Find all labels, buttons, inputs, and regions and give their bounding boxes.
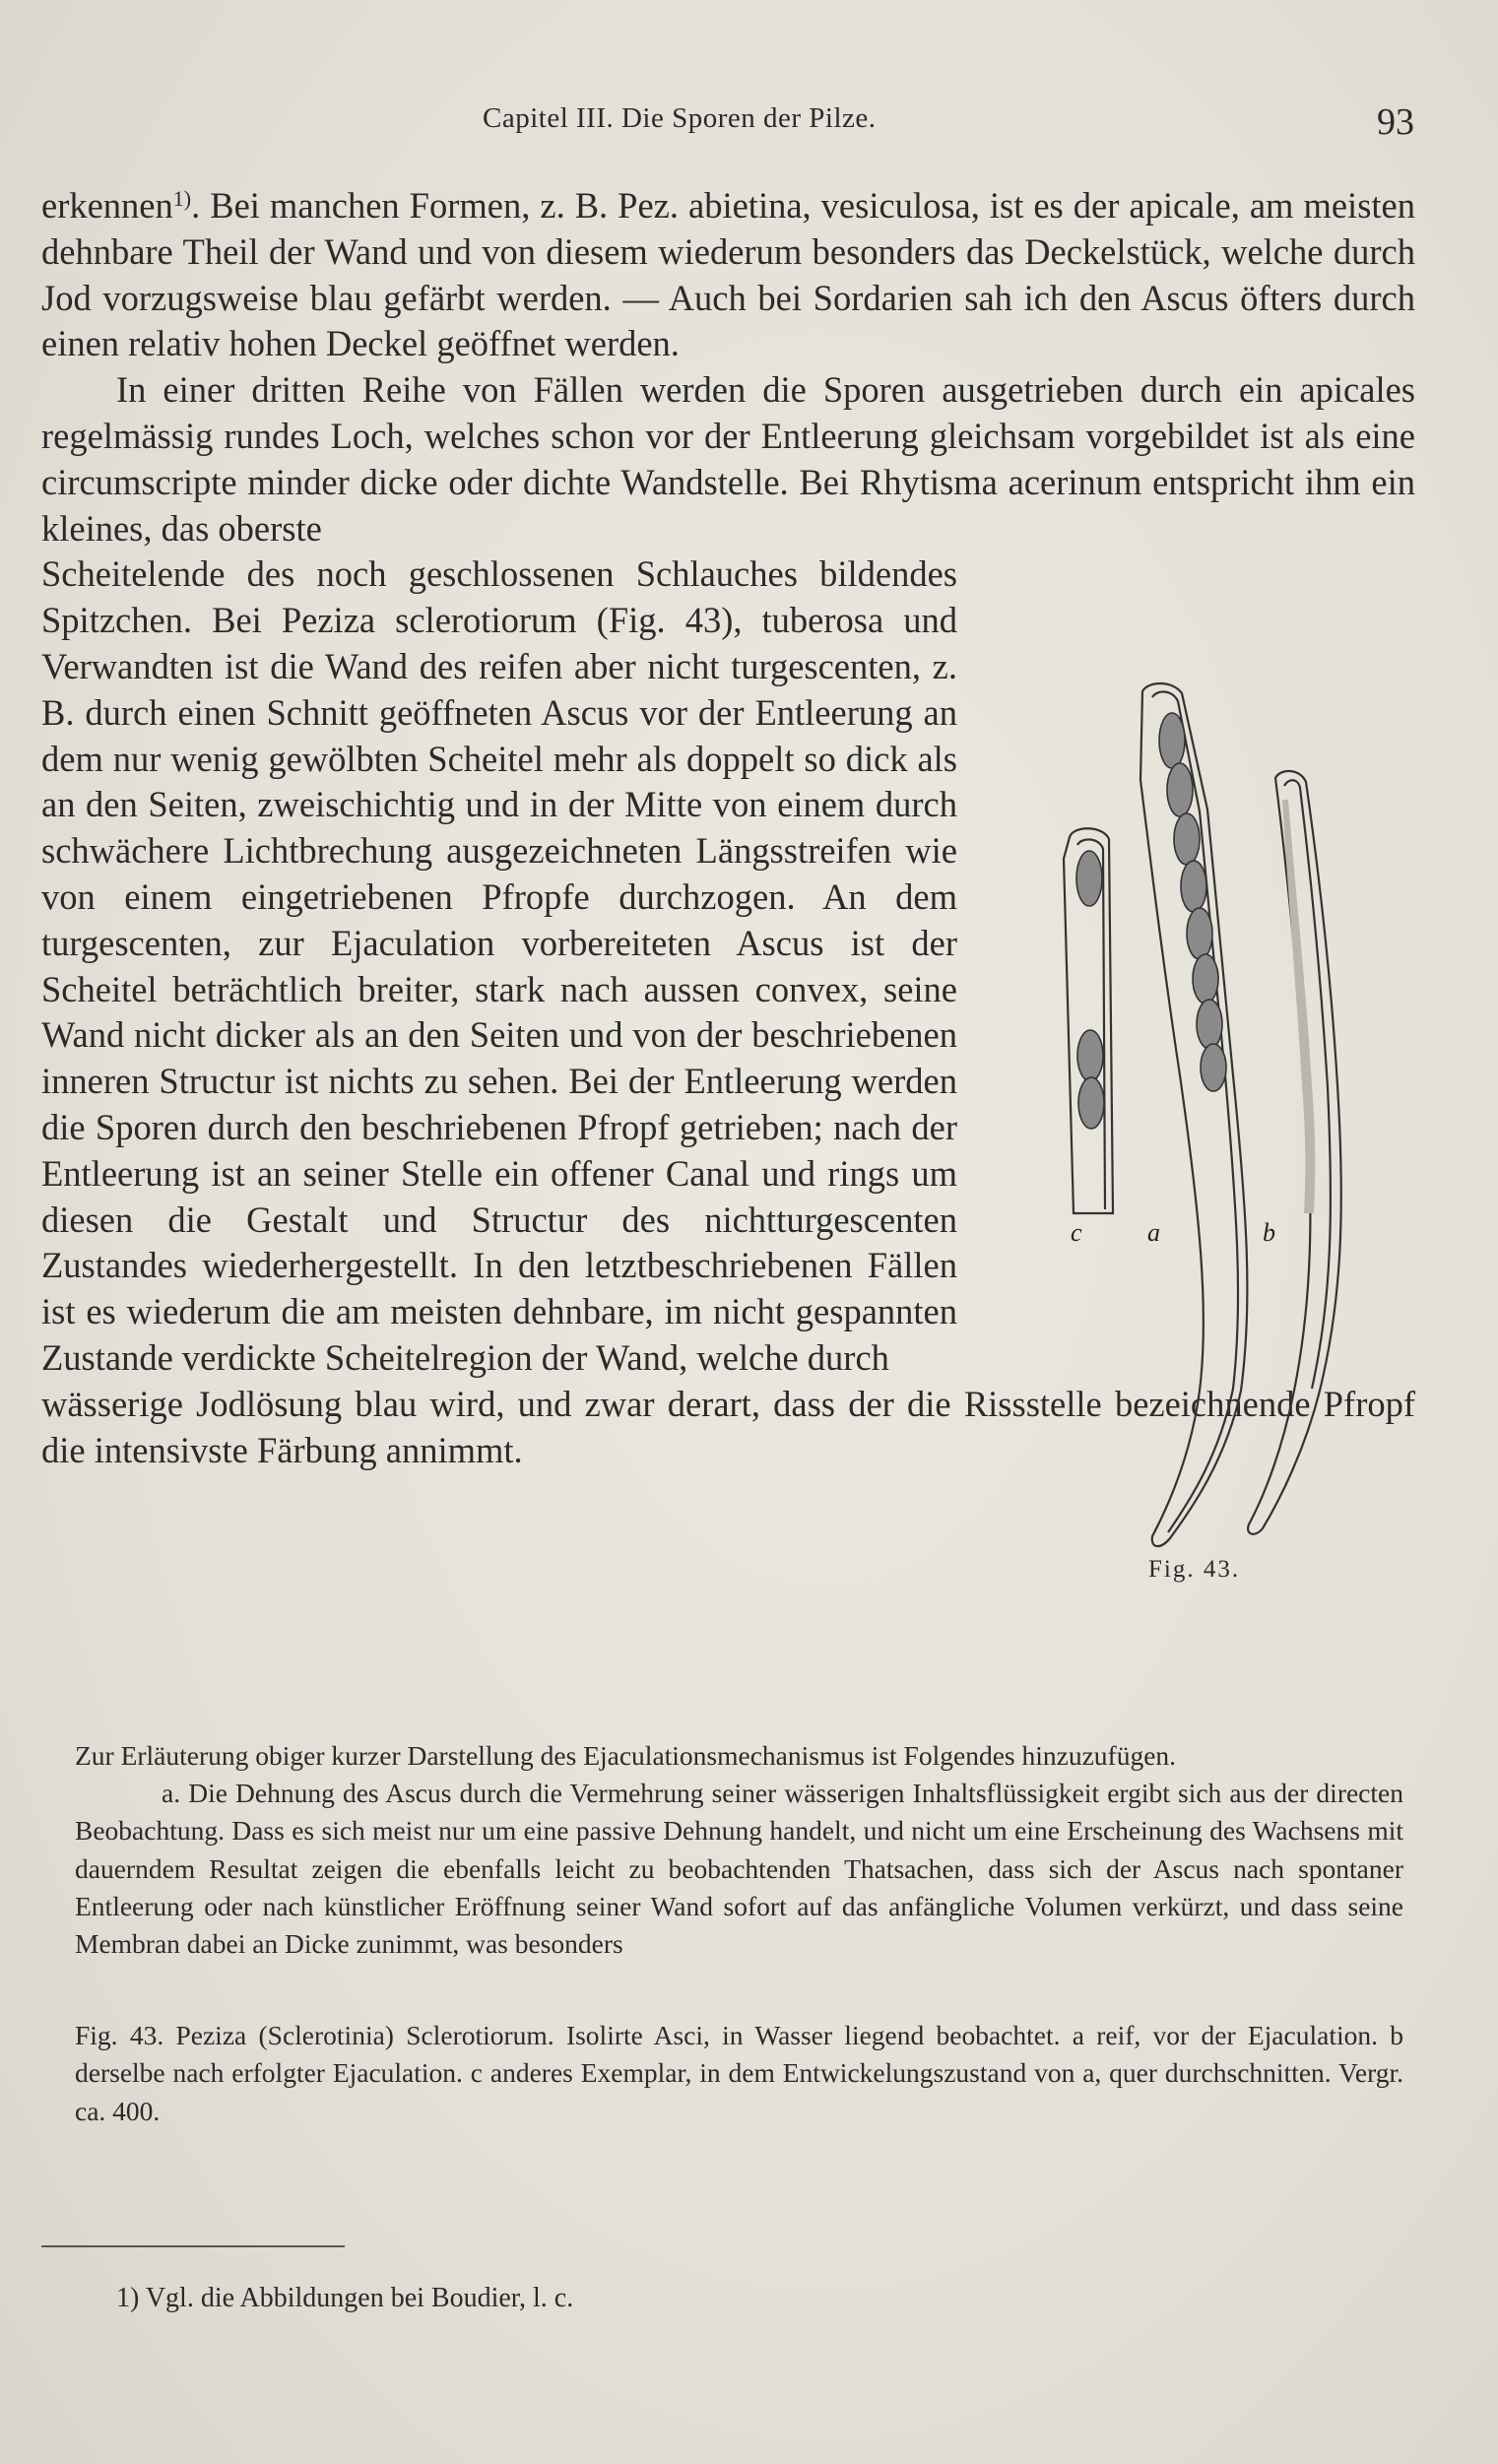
running-head: Capitel III. Die Sporen der Pilze.	[483, 102, 877, 134]
small-print	[75, 1737, 1403, 2130]
figure-number: Fig. 43.	[1148, 1556, 1241, 1583]
figure-43	[1024, 662, 1399, 1597]
small-paragraph-2: a. Die Dehnung des Ascus durch die Vermehrung seiner wässerigen Inhaltsflüssigkeit ergibt sich aus der directen Beobachtung. Dass es sich meist nur um eine passive Dehnung handelt, und nicht um eine Erscheinung des Wachsens mit dauerndem Resultat zeigen die ebenfalls leicht zu beobachtenden Thatsachen, dass sich der Ascus nach spontaner Entleerung oder nach künstlicher Eröffnung seiner Wand sofort auf das anfängliche Volumen verkürzt, und dass seine Membran dabei an Dicke zunimmt, was besonders	[75, 1778, 1403, 1960]
figure-label-c: c	[1071, 1218, 1082, 1247]
paragraph-2-intro: In einer dritten Reihe von Fällen werden die Sporen ausgetrieben durch ein apicales regelmässig rundes Loch, welches schon vor der Entleerung gleichsam vorgebildet ist als eine circumscripte minder dicke oder dichte Wandstelle. Bei Rhytisma acerinum entspricht ihm ein kleines, das oberste	[41, 369, 1415, 549]
small-paragraph-1: Zur Erläuterung obiger kurzer Darstellung des Ejaculationsmechanismus ist Folgendes hinzuzufügen.	[75, 1740, 1177, 1771]
paragraph-2-wrapped: Scheitelende des noch geschlossenen Schlauches bildendes Spitzchen. Bei Peziza sclerotiorum (Fig. 43), tuberosa und Verwandten ist die Wand des reifen aber nicht turgescenten, z. B. durch einen Schnitt geöffneten Ascus vor der Entleerung an dem nur wenig gewölbten Scheitel mehr als doppelt so dick als an den Seiten, zweischichtig und in der Mitte von einem durch schwächere Lichtbrechung ausgezeichneten Längsstreifen wie von einem eingetriebenen Pfropfe durchzogen. An dem turgescenten, zur Ejaculation vorbereiteten Ascus ist der Scheitel beträchtlich breiter, stark nach aussen convex, seine Wand nicht dicker als an den Seiten und von der beschriebenen inneren Structur ist nichts zu sehen. Bei der Entleerung werden die Sporen durch den beschriebenen Pfropf getrieben; nach der Entleerung ist an seiner Stelle ein offener Canal und rings um diesen die Gestalt und Structur des nichtturgescenten Zustandes wiederhergestellt. In den letztbeschriebenen Fällen ist es wiederum die am meisten dehnbare, im nicht gespannten Zustande verdickte Scheitelregion der Wand, welche durch	[41, 553, 957, 1378]
figure-label-b: b	[1263, 1218, 1275, 1247]
footnote-divider	[41, 2245, 345, 2247]
asci-illustration	[1024, 662, 1399, 1548]
page-number: 93	[1377, 101, 1414, 143]
footnote-reference: 1)	[172, 186, 192, 211]
figure-label-a: a	[1147, 1218, 1160, 1247]
footnote: 1) Vgl. die Abbildungen bei Boudier, l. c.	[116, 2283, 574, 2313]
paragraph-1-rest: . Bei manchen Formen, z. B. Pez. abietina, vesiculosa, ist es der apicale, am meisten dehnbare Theil der Wand und von diesem wiederum besonders das Deckelstück, welche durch Jod vorzugsweise blau gefärbt werden. — Auch bei Sordarien sah ich den Ascus öfters durch einen relativ hohen Deckel geöffnet werden.	[41, 185, 1415, 364]
paragraph-2-end: wässerige Jodlösung blau wird, und zwar derart, dass der die Rissstelle bezeichnende Pfropf die intensivste Färbung annimmt.	[41, 1383, 1415, 1470]
paragraph-1-start: erkennen	[41, 185, 173, 226]
figure-caption: Fig. 43. Peziza (Sclerotinia) Sclerotiorum. Isolirte Asci, in Wasser liegend beobachtet. a reif, vor der Ejaculation. b derselbe nach erfolgter Ejaculation. c anderes Exemplar, in dem Entwickelungszustand von a, quer durchschnitten. Vergr. ca. 400.	[75, 2020, 1403, 2126]
page-header	[0, 102, 1498, 162]
paragraph-1	[41, 183, 1415, 367]
